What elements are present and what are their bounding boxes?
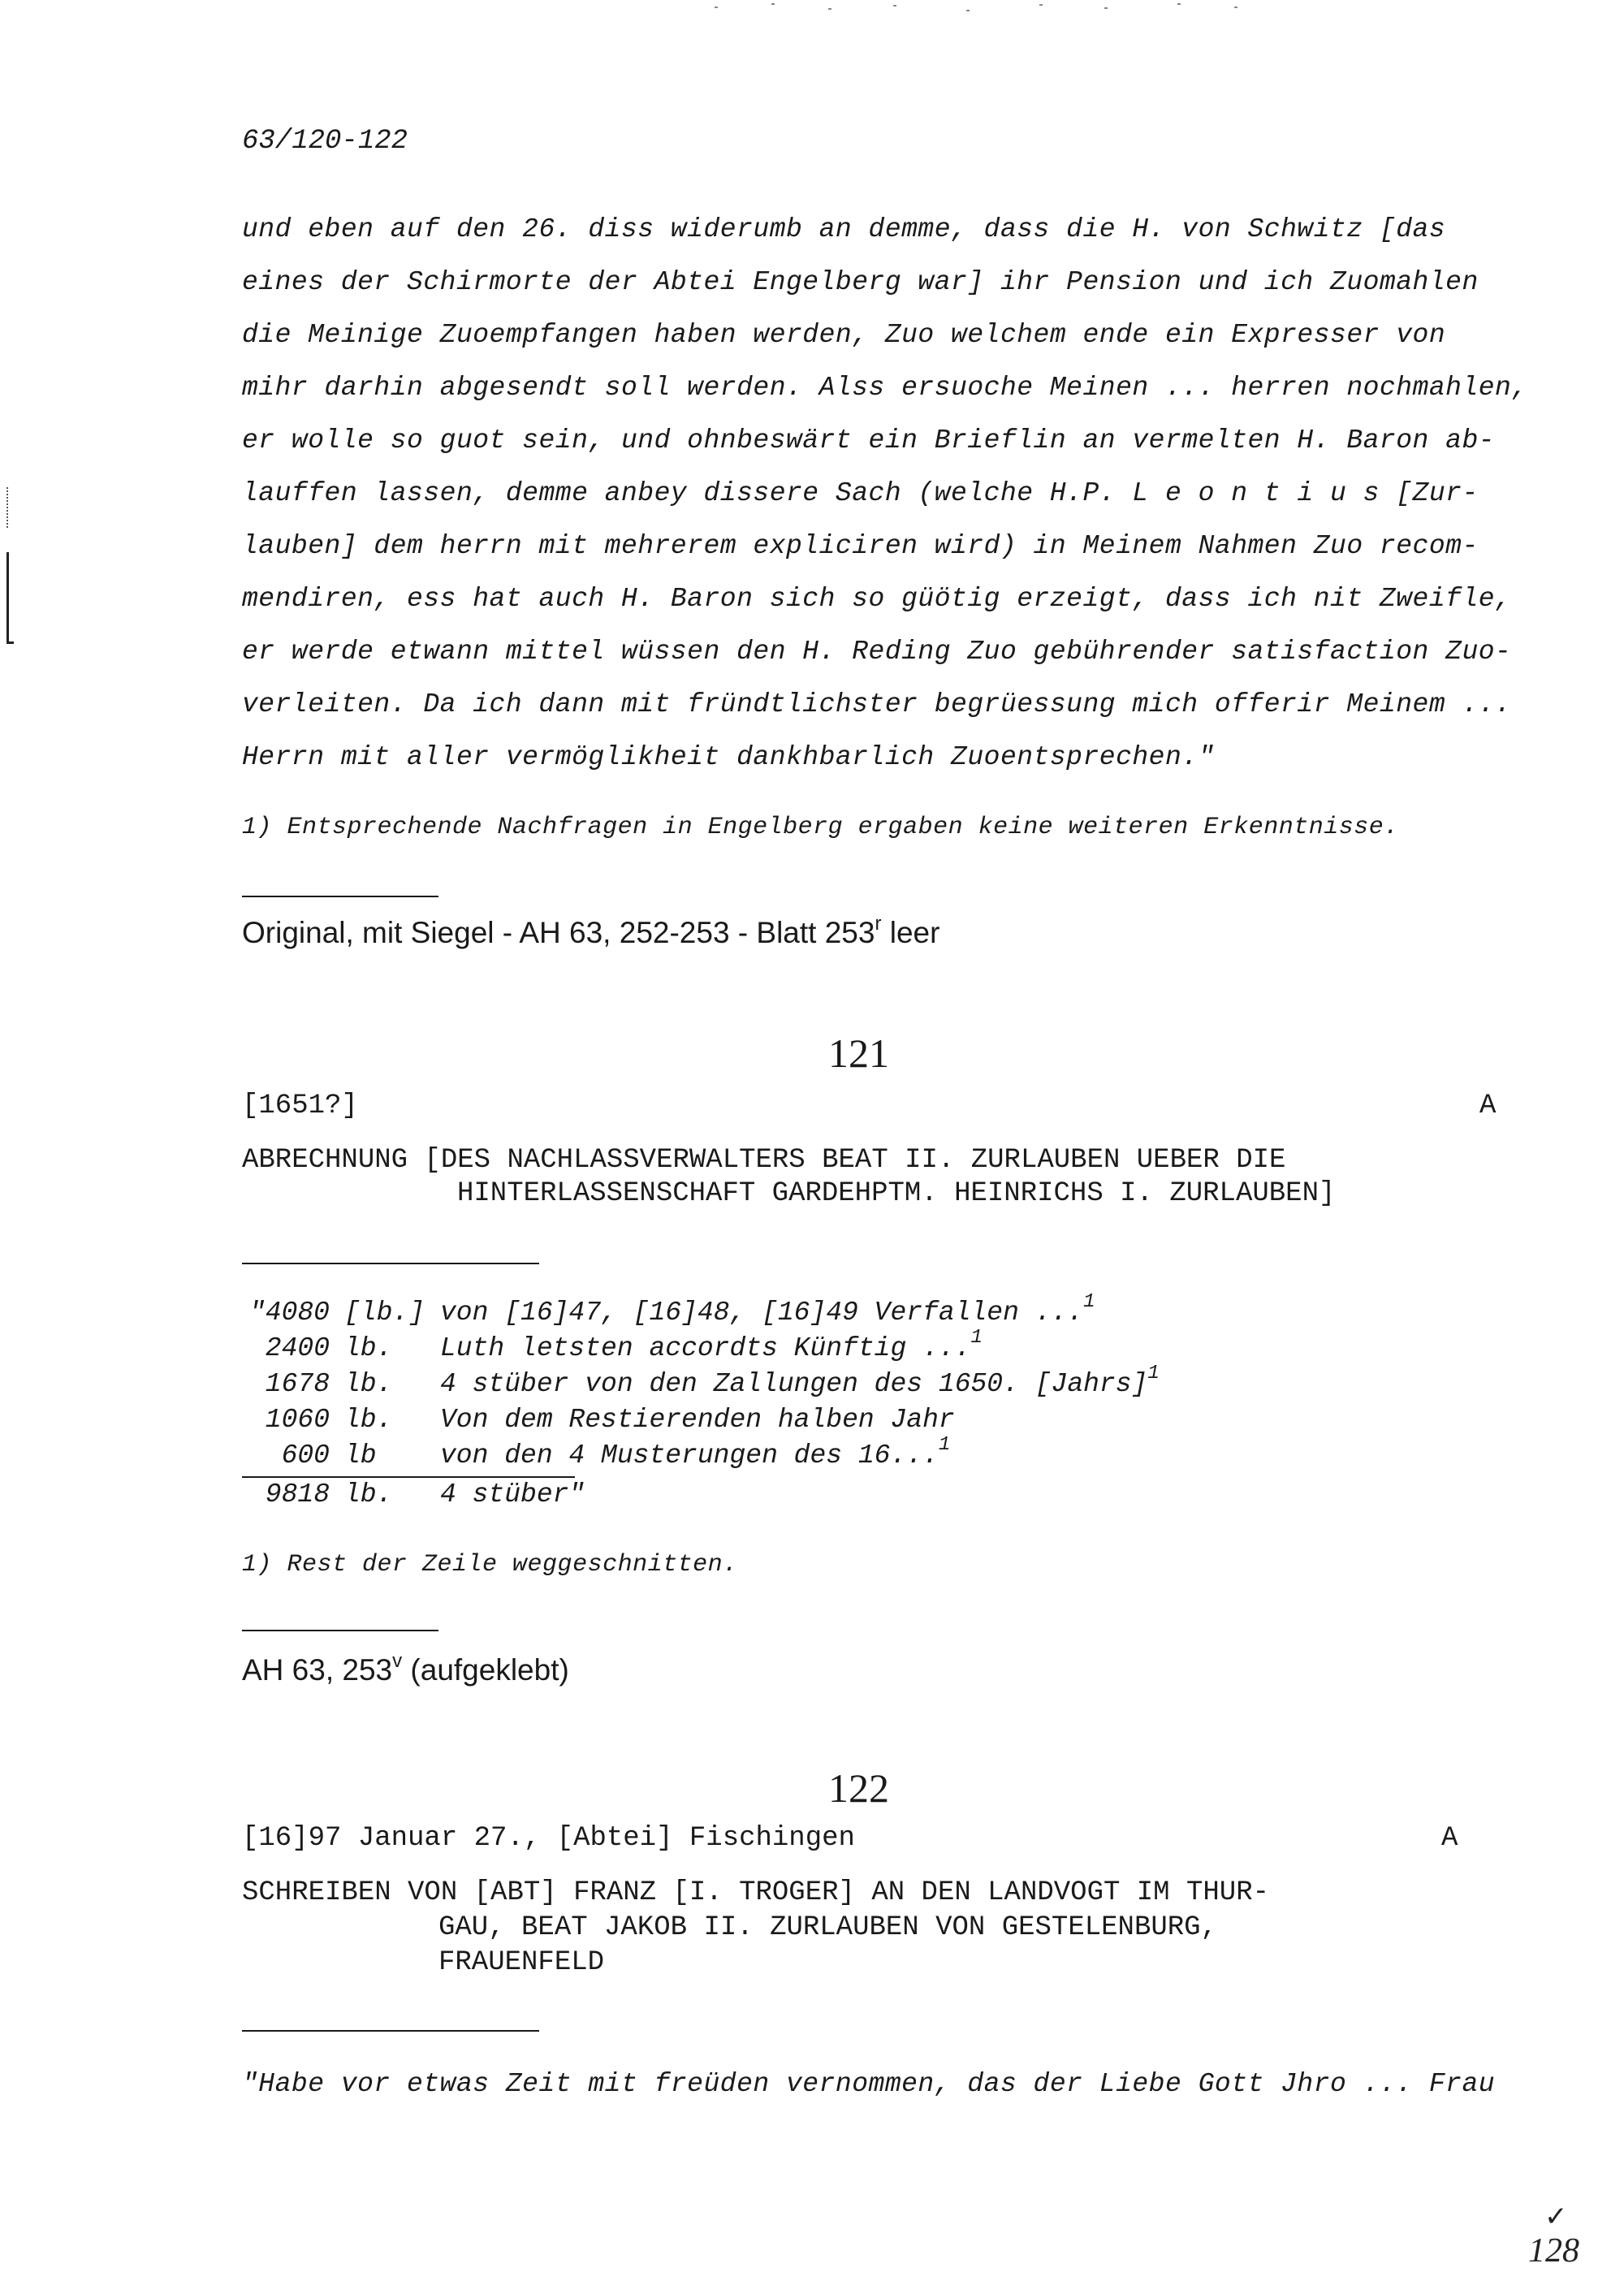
row-unit: lb. — [344, 1405, 393, 1435]
margin-dots — [6, 487, 11, 528]
table-row — [242, 1291, 1095, 1328]
text-line: mendiren, ess hat auch H. Baron sich so güötig erzeigt, dass ich nit Zweifle, — [242, 584, 1512, 614]
document-number-122: 122 — [828, 1765, 889, 1811]
text-line: lauben] dem herrn mit mehrerem expliciren wird) in Meinem Nahmen Zuo recom- — [242, 531, 1479, 561]
total-amount: 9818 — [265, 1479, 330, 1510]
source-text-after: leer — [881, 916, 940, 949]
text-line: Herrn mit aller vermöglikheit dankhbarlich Zuoentsprechen." — [242, 742, 1215, 772]
page-reference: 63/120-122 — [242, 126, 408, 157]
text-line: und eben auf den 26. diss widerumb an demme, dass die H. von Schwitz [das — [242, 214, 1446, 244]
total-text: 4 stüber" — [440, 1479, 585, 1510]
row-footnote-ref: 1 — [970, 1327, 983, 1349]
text-line: verleiten. Da ich dann mit fründtlichster begrüessung mich offerir Meinem ... — [242, 689, 1512, 719]
scan-noise — [698, 0, 1267, 24]
document-date-122: [16]97 Januar 27., [Abtei] Fischingen — [242, 1823, 855, 1854]
row-text: von [16]47, [16]48, [16]49 Verfallen ... — [440, 1298, 1084, 1328]
row-footnote-ref: 1 — [938, 1434, 951, 1456]
document-title-121-line1: ABRECHNUNG [DES NACHLASSVERWALTERS BEAT II. ZURLAUBEN UEBER DIE — [242, 1145, 1286, 1176]
row-footnote-ref: 1 — [1083, 1291, 1095, 1313]
source-text: AH 63, 253 — [242, 1653, 393, 1687]
document-code-122: A — [1441, 1823, 1458, 1854]
table-row — [242, 1363, 1160, 1399]
text-line: er werde etwann mittel wüssen den H. Reding Zuo gebührender satisfaction Zuo- — [242, 637, 1512, 667]
row-amount: "4080 — [248, 1298, 330, 1328]
sum-line — [242, 1476, 575, 1478]
row-amount: 600 — [281, 1441, 330, 1471]
document-title-121-line2: HINTERLASSENSCHAFT GARDEHPTM. HEINRICHS I. ZURLAUBEN] — [457, 1178, 1336, 1209]
divider — [242, 1630, 438, 1631]
row-unit: lb. — [344, 1333, 393, 1363]
document-title-122-line1: SCHREIBEN VON [ABT] FRANZ [I. TROGER] AN DEN LANDVOGT IM THUR- — [242, 1877, 1270, 1908]
divider — [242, 2030, 539, 2032]
source-note-120 — [242, 913, 940, 950]
text-line: mihr darhin abgesendt soll werden. Alss ersuoche Meinen ... herren nochmahlen, — [242, 373, 1528, 403]
text-line: er wolle so guot sein, und ohnbeswärt ein Brieflin an vermelten H. Baron ab- — [242, 425, 1496, 456]
text-line: lauffen lassen, demme anbey dissere Sach (welche H.P. L e o n t i u s [Zur- — [242, 478, 1479, 508]
row-amount: 1060 — [265, 1405, 330, 1435]
row-unit: lb — [344, 1441, 377, 1471]
row-footnote-ref: 1 — [1147, 1363, 1160, 1384]
check-mark: ✓ — [1544, 2201, 1568, 2232]
source-note-121 — [242, 1650, 569, 1687]
table-total-row — [242, 1479, 585, 1510]
folio-number: 128 — [1528, 2232, 1579, 2270]
row-amount: 2400 — [265, 1333, 330, 1363]
row-amount: 1678 — [265, 1369, 330, 1399]
document-title-122-line2: GAU, BEAT JAKOB II. ZURLAUBEN VON GESTELENBURG, — [438, 1912, 1217, 1943]
total-unit: lb. — [344, 1479, 393, 1510]
row-text: Luth letsten accordts Künftig ... — [440, 1333, 971, 1363]
row-unit: lb. — [344, 1369, 393, 1399]
table-row — [242, 1405, 955, 1435]
text-line: eines der Schirmorte der Abtei Engelberg war] ihr Pension und ich Zuomahlen — [242, 267, 1479, 297]
document-date-121: [1651?] — [242, 1091, 358, 1121]
source-superscript: v — [392, 1650, 403, 1672]
divider — [242, 896, 438, 897]
margin-bracket — [6, 552, 14, 644]
text-line: die Meinige Zuoempfangen haben werden, Zuo welchem ende ein Expresser von — [242, 320, 1446, 350]
row-unit: [lb.] — [344, 1298, 425, 1328]
document-title-122-line3: FRAUENFELD — [438, 1947, 605, 1978]
divider — [242, 1263, 539, 1264]
footnote-121: 1) Rest der Zeile weggeschnitten. — [242, 1551, 738, 1579]
document-code-121: A — [1479, 1091, 1497, 1121]
row-text: 4 stüber von den Zallungen des 1650. [Jahrs] — [440, 1369, 1148, 1399]
table-row — [242, 1434, 951, 1471]
table-row — [242, 1327, 983, 1363]
source-text-after: (aufgeklebt) — [402, 1653, 569, 1687]
row-text: Von dem Restierenden halben Jahr — [440, 1405, 955, 1435]
source-superscript: r — [875, 913, 882, 935]
source-text: Original, mit Siegel - AH 63, 252-253 - Blatt 253 — [242, 916, 875, 949]
document-number-121: 121 — [828, 1030, 889, 1076]
letter-opening-122: "Habe vor etwas Zeit mit freüden vernommen, das der Liebe Gott Jhro ... Frau — [242, 2069, 1496, 2099]
row-text: von den 4 Musterungen des 16... — [440, 1441, 939, 1471]
footnote-120: 1) Entsprechende Nachfragen in Engelberg ergaben keine weiteren Erkenntnisse. — [242, 814, 1399, 841]
